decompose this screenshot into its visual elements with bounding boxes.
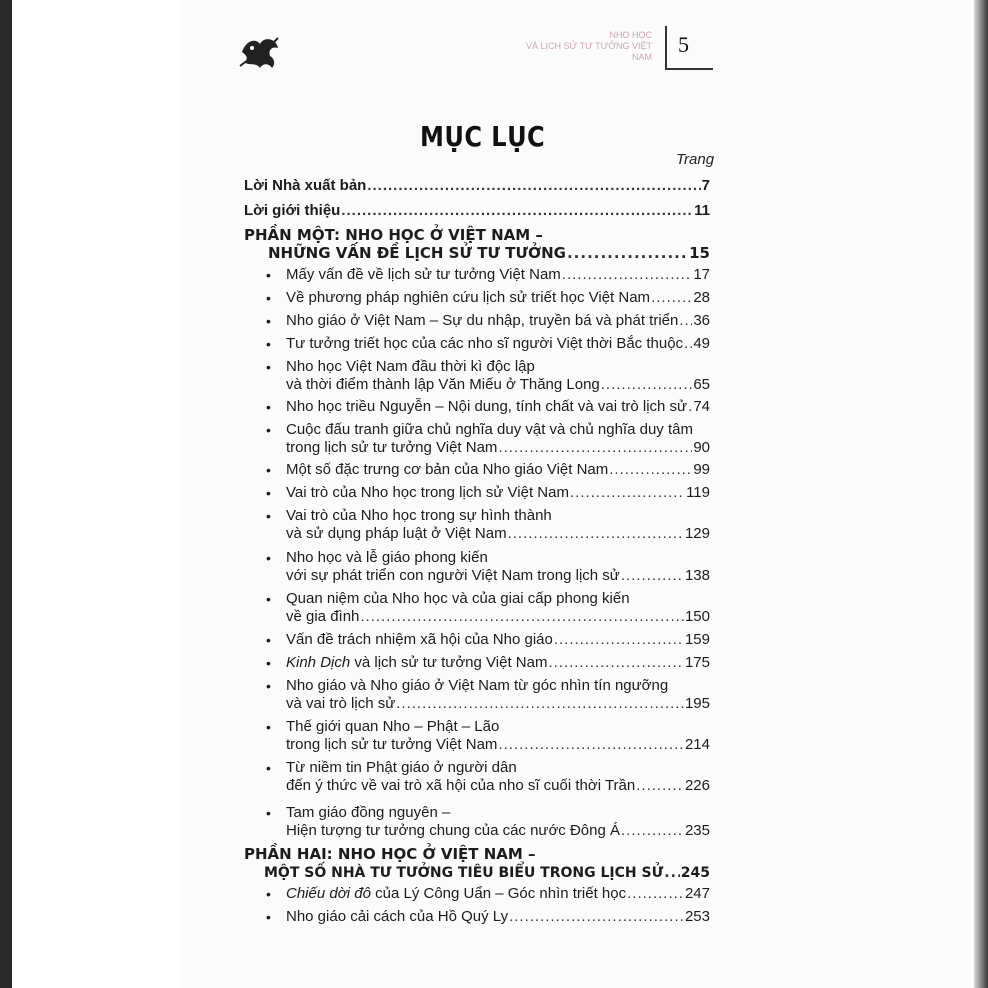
- toc-entry: [266, 266, 710, 284]
- bullet-icon: •: [266, 462, 271, 478]
- part-heading-line1: PHẦN HAI: NHO HỌC Ở VIỆT NAM –: [244, 845, 536, 863]
- running-header: [512, 30, 652, 63]
- toc-part-heading: [244, 226, 710, 244]
- bullet-icon: •: [266, 267, 271, 283]
- toc-entry-title: Thế giới quan Nho – Phật – Lão: [286, 718, 500, 735]
- toc-entry-title: Kinh Dịch và lịch sử tư tưởng Việt Nam: [286, 654, 548, 671]
- toc-entry: [266, 484, 710, 502]
- toc-entry-page: 15: [689, 244, 710, 262]
- toc-entry-page: 175: [684, 654, 710, 671]
- leader-dots: [498, 736, 684, 754]
- toc-entry: [266, 461, 710, 479]
- leader-dots: [396, 695, 684, 713]
- header-rule-vertical: [665, 26, 667, 70]
- toc-entry: [266, 759, 710, 795]
- bullet-icon: •: [266, 655, 271, 671]
- toc-entry-title: Lời giới thiệu: [244, 202, 341, 219]
- toc-entry-page: 90: [693, 439, 710, 456]
- toc-part-heading: [268, 244, 710, 262]
- toc-entry-title: Từ niềm tin Phật giáo ở người dân: [286, 759, 517, 776]
- toc-entry-title: Mấy vấn đề về lịch sử tư tưởng Việt Nam: [286, 266, 561, 283]
- toc-entry: [266, 398, 710, 416]
- toc-entry-title-cont: về gia đình: [286, 608, 360, 625]
- toc-entry: [266, 549, 710, 585]
- bullet-icon: •: [266, 399, 271, 415]
- leader-dots: [621, 567, 684, 585]
- toc-entry-title: Tư tưởng triết học của các nho sĩ người Việt thời Bắc thuộc: [286, 335, 684, 352]
- toc-entry-page: 129: [684, 525, 710, 542]
- toc-entry-title: Nho giáo ở Việt Nam – Sự du nhập, truyền bá và phát triển: [286, 312, 679, 329]
- leader-dots: [567, 244, 688, 262]
- leader-dots: [554, 631, 684, 649]
- toc-entry-title-cont: đến ý thức về vai trò xã hội của nho sĩ cuối thời Trần: [286, 777, 636, 794]
- toc-title: MỤC LỤC: [420, 120, 546, 153]
- part-heading-line2: MỘT SỐ NHÀ TƯ TƯỞNG TIÊU BIỂU TRONG LỊCH SỬ: [264, 865, 664, 881]
- header-rule-horizontal: [665, 68, 713, 70]
- page-number: 5: [678, 32, 689, 57]
- toc-entry-title: Một số đặc trưng cơ bản của Nho giáo Việt Nam: [286, 461, 609, 478]
- toc-entry-title-cont: với sự phát triển con người Việt Nam trong lịch sử: [286, 567, 620, 584]
- toc-entry-page: 150: [684, 608, 710, 625]
- bullet-icon: •: [266, 508, 271, 524]
- bullet-icon: •: [266, 422, 271, 438]
- toc-entry-page: 49: [693, 335, 710, 352]
- toc-entry-title: Vai trò của Nho học trong lịch sử Việt Nam: [286, 484, 569, 501]
- toc-entry-page: 245: [680, 865, 710, 881]
- leader-dots: [341, 202, 693, 220]
- toc-entry-page: 17: [693, 266, 710, 283]
- toc-entry-front: [244, 177, 710, 195]
- toc-entry: [266, 312, 710, 330]
- toc-entry-page: 195: [684, 695, 710, 712]
- toc-entry: [266, 718, 710, 754]
- toc-entry: [266, 507, 710, 543]
- bullet-icon: •: [266, 485, 271, 501]
- leader-dots: [367, 177, 700, 195]
- toc-entry: [266, 654, 710, 672]
- toc-entry: [266, 358, 710, 394]
- toc-entry-title: Lời Nhà xuất bản: [244, 177, 367, 194]
- toc-entry-title-cont: và vai trò lịch sử: [286, 695, 396, 712]
- leader-dots: [688, 398, 692, 416]
- part-heading-line1: PHẦN MỘT: NHO HỌC Ở VIỆT NAM –: [244, 226, 543, 244]
- toc-entry-title: Nho học và lễ giáo phong kiến: [286, 549, 488, 566]
- leader-dots: [548, 654, 684, 672]
- toc-entry-page: 235: [684, 822, 710, 839]
- bullet-icon: •: [266, 336, 271, 352]
- toc-entry-title: Nho học Việt Nam đầu thời kì độc lập: [286, 358, 535, 375]
- leader-dots: [601, 376, 693, 394]
- bullet-icon: •: [266, 805, 271, 821]
- leader-dots: [360, 608, 684, 626]
- leader-dots: [570, 484, 685, 502]
- bullet-icon: •: [266, 550, 271, 566]
- toc-entry-front: [244, 202, 710, 220]
- leader-dots: [679, 312, 692, 330]
- dragon-ornament-icon: [238, 32, 282, 72]
- bullet-icon: •: [266, 359, 271, 375]
- toc-entry: [266, 631, 710, 649]
- toc-entry-page: 36: [693, 312, 710, 329]
- leader-dots: [627, 885, 684, 903]
- toc-part-heading: [244, 845, 710, 863]
- toc-entry-title: Tam giáo đồng nguyên –: [286, 804, 451, 821]
- toc-entry: [266, 590, 710, 626]
- bullet-icon: •: [266, 886, 271, 902]
- toc-entry: [266, 908, 710, 926]
- toc-entry-page: 7: [701, 177, 710, 194]
- toc-entry: [266, 335, 710, 353]
- leader-dots: [508, 525, 684, 543]
- leader-dots: [651, 289, 692, 307]
- page-edge-shadow: [974, 0, 988, 988]
- toc-page-column-label: Trang: [676, 151, 715, 168]
- bullet-icon: •: [266, 632, 271, 648]
- leader-dots: [684, 335, 692, 353]
- bullet-icon: •: [266, 719, 271, 735]
- toc-entry-title-cont: trong lịch sử tư tưởng Việt Nam: [286, 439, 498, 456]
- toc-entry-title: Quan niệm của Nho học và của giai cấp phong kiến: [286, 590, 630, 607]
- bullet-icon: •: [266, 760, 271, 776]
- running-header-line1: NHO HỌC: [609, 30, 652, 40]
- leader-dots: [664, 864, 679, 882]
- book-spine-left: [0, 0, 12, 988]
- toc-entry-title: Vấn đề trách nhiệm xã hội của Nho giáo: [286, 631, 553, 648]
- toc-entry-title: Cuộc đấu tranh giữa chủ nghĩa duy vật và chủ nghĩa duy tâm: [286, 421, 693, 438]
- toc-entry-page: 74: [693, 398, 710, 415]
- toc-entry-page: 214: [684, 736, 710, 753]
- leader-dots: [562, 266, 693, 284]
- part-heading-line2: NHỮNG VẤN ĐỀ LỊCH SỬ TƯ TƯỞNG: [268, 244, 566, 262]
- italic-book-title: Chiếu dời đô: [286, 885, 371, 902]
- toc-entry-title-cont: trong lịch sử tư tưởng Việt Nam: [286, 736, 498, 753]
- leader-dots: [636, 777, 684, 795]
- bullet-icon: •: [266, 313, 271, 329]
- leader-dots: [509, 908, 684, 926]
- leader-dots: [609, 461, 692, 479]
- toc-entry: [266, 421, 710, 457]
- bullet-icon: •: [266, 591, 271, 607]
- bullet-icon: •: [266, 290, 271, 306]
- toc-entry-page: 99: [693, 461, 710, 478]
- leader-dots: [621, 822, 684, 840]
- bullet-icon: •: [266, 678, 271, 694]
- toc-entry-page: 28: [693, 289, 710, 306]
- toc-entry-page: 253: [684, 908, 710, 925]
- toc-entry-title: Nho giáo cải cách của Hồ Quý Ly: [286, 908, 509, 925]
- toc-entry-title-cont: và thời điểm thành lập Văn Miếu ở Thăng Long: [286, 376, 600, 393]
- toc-entry-page: 11: [694, 202, 710, 219]
- toc-entry-title: Nho giáo và Nho giáo ở Việt Nam từ góc nhìn tín ngưỡng: [286, 677, 669, 694]
- italic-book-title: Kinh Dịch: [286, 654, 351, 671]
- toc-entry-page: 226: [684, 777, 710, 794]
- toc-entry: [266, 289, 710, 307]
- toc-entry-title: Nho học triều Nguyễn – Nội dung, tính chất và vai trò lịch sử: [286, 398, 688, 415]
- toc-entry: [266, 885, 710, 903]
- toc-entry-page: 247: [684, 885, 710, 902]
- leader-dots: [498, 439, 692, 457]
- running-header-line2: VÀ LỊCH SỬ TƯ TƯỞNG VIỆT NAM: [526, 41, 652, 62]
- toc-entry-title: Chiếu dời đô của Lý Công Uẩn – Góc nhìn triết học: [286, 885, 627, 902]
- toc-entry-page: 119: [686, 484, 710, 501]
- toc-part-heading: [264, 864, 710, 882]
- toc-entry-title: Về phương pháp nghiên cứu lịch sử triết học Việt Nam: [286, 289, 651, 306]
- toc-entry-title-cont: Hiện tượng tư tưởng chung của các nước Đông Á: [286, 822, 621, 839]
- toc-entry: [266, 804, 710, 840]
- toc-entry: [266, 677, 710, 713]
- toc-entry-page: 65: [693, 376, 710, 393]
- toc-entry-title: Vai trò của Nho học trong sự hình thành: [286, 507, 552, 524]
- bullet-icon: •: [266, 909, 271, 925]
- toc-entry-title-cont: và sử dụng pháp luật ở Việt Nam: [286, 525, 507, 542]
- toc-entry-page: 138: [684, 567, 710, 584]
- toc-entry-page: 159: [684, 631, 710, 648]
